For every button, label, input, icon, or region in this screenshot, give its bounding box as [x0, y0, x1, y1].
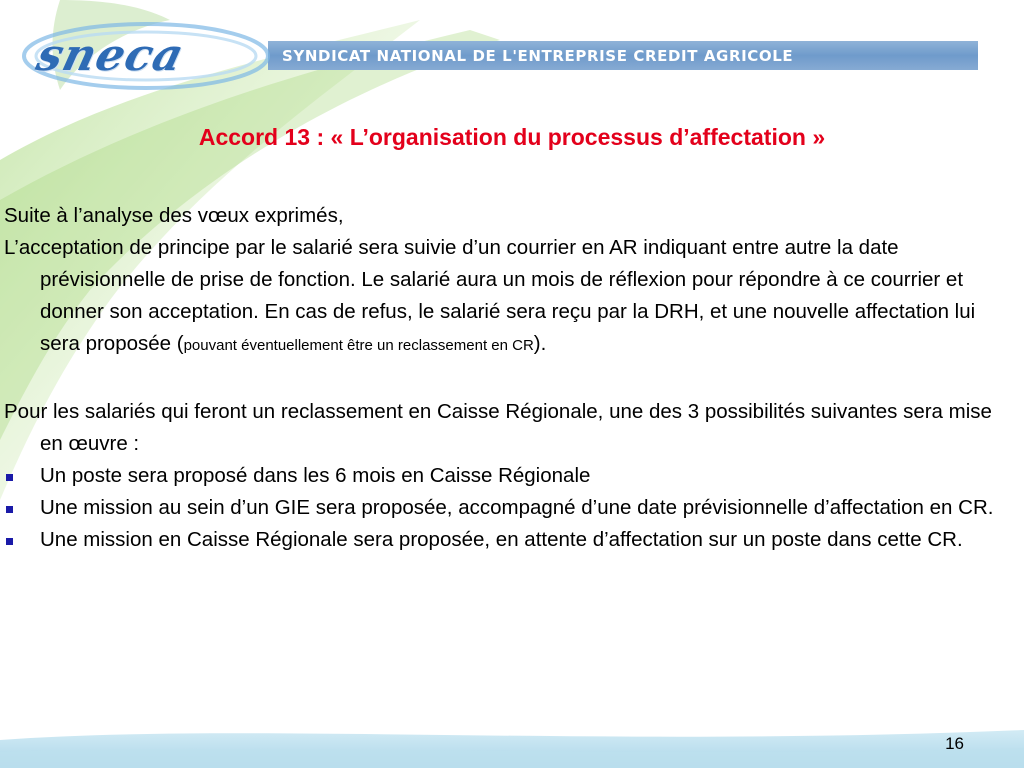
header-band-text: SYNDICAT NATIONAL DE L'ENTREPRISE CREDIT AGRICOLE: [282, 46, 794, 65]
sneca-logo: [20, 4, 272, 96]
bullet-square-icon: [6, 506, 13, 513]
paragraph-acceptation-text: L’acceptation de principe par le salarié sera suivie d’un courrier en AR indiquant entre autre la date prévisionnelle de prise de fonction. Le salarié aura un mois de réflexion pour répondre à ce courrier et donner son acceptation. En cas de refus, le salarié sera reçu par la DRH, et une nouvelle affectation lui sera proposée (: [4, 236, 976, 355]
paragraph-intro: Suite à l’analyse des vœux exprimés,: [4, 204, 344, 227]
slide-body: [4, 200, 1009, 556]
paragraph-reclassement: Pour les salariés qui feront un reclassement en Caisse Régionale, une des 3 possibilités suivantes sera mise en œuvre :: [4, 400, 992, 455]
list-item-text: Un poste sera proposé dans les 6 mois en Caisse Régionale: [40, 464, 591, 487]
header-band: [268, 41, 978, 70]
list-item-text: Une mission en Caisse Régionale sera proposée, en attente d’affectation sur un poste dans cette CR.: [40, 528, 963, 551]
logo-wordmark: sneca: [31, 30, 190, 81]
paragraph-acceptation: [4, 232, 1009, 362]
bullet-square-icon: [6, 538, 13, 545]
list-item-text: Une mission au sein d’un GIE sera proposée, accompagné d’une date prévisionnelle d’affectation en CR.: [40, 496, 994, 519]
list-item: [4, 524, 1009, 556]
list-item: [4, 460, 1009, 492]
slide-title: Accord 13 : « L’organisation du processus d’affectation »: [198, 124, 826, 150]
page-number: 16: [945, 734, 964, 753]
bullet-square-icon: [6, 474, 13, 481]
paragraph-acceptation-end: ).: [533, 332, 547, 355]
list-item: [4, 492, 1009, 524]
paragraph-acceptation-note: pouvant éventuellement être un reclassement en CR: [183, 337, 534, 354]
